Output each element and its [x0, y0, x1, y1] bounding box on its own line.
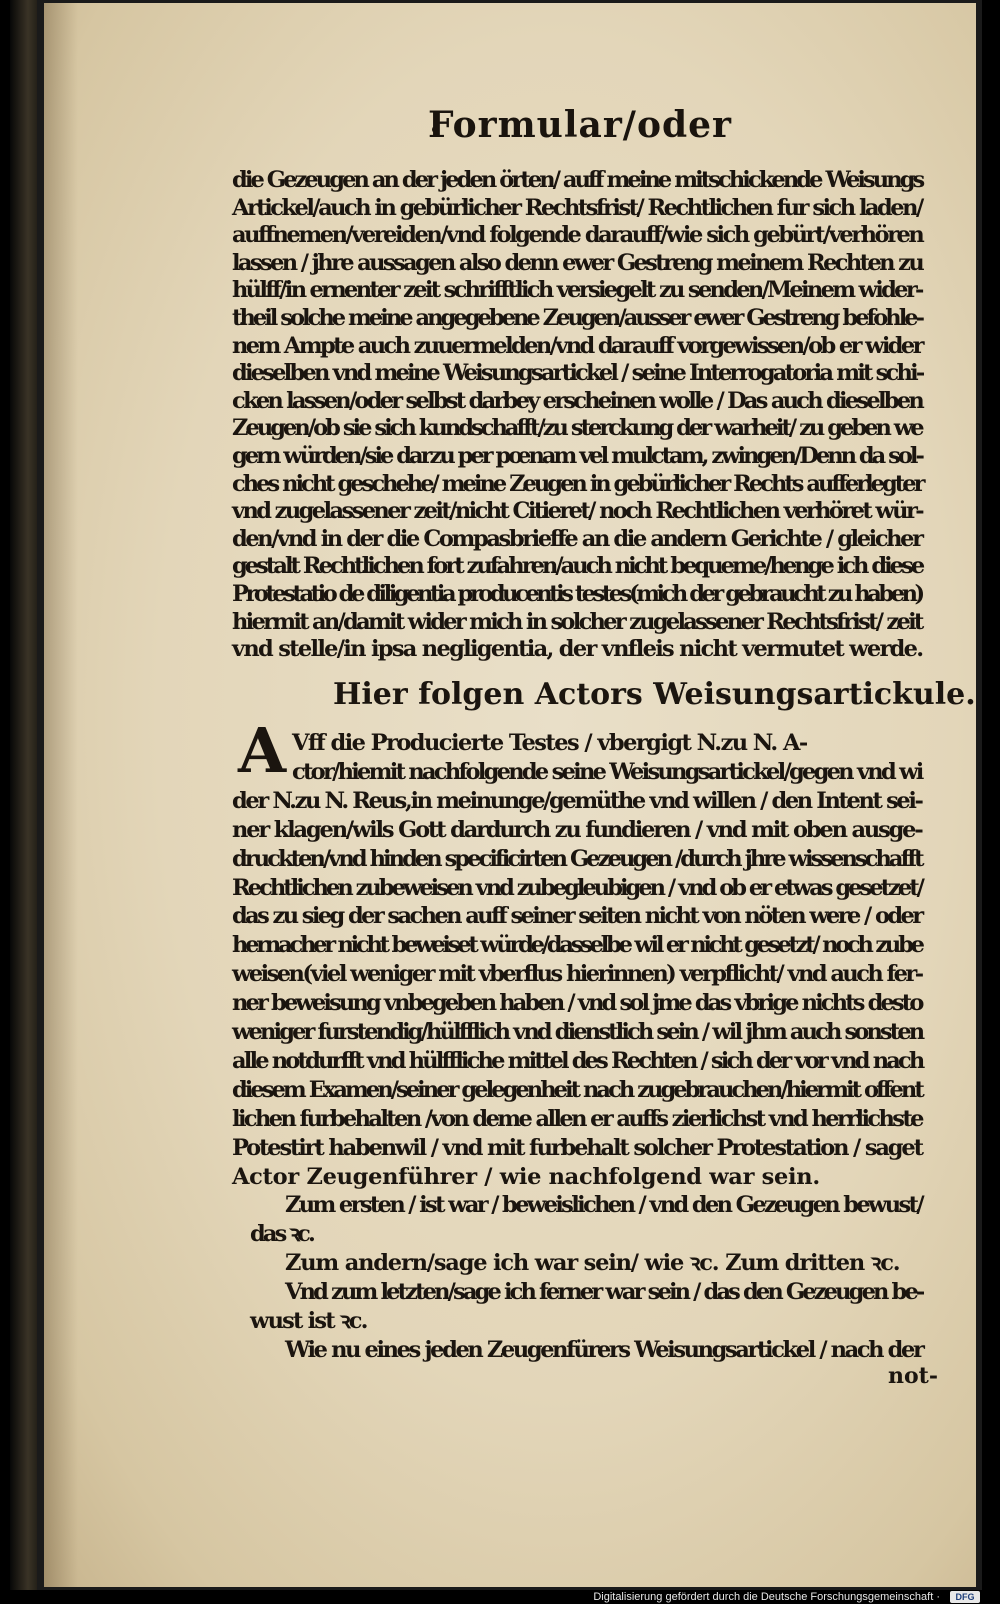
text-line: Vnd zum letzten/sage ich ferner war sein / das den Gezeugen be-: [285, 1279, 923, 1306]
section-subheading: Hier folgen Actors Weisungsartickule.: [333, 677, 976, 712]
text-line: den/vnd in der die Compasbrieffe an die andern Gerichte / gleicher: [232, 525, 922, 552]
text-line: Potestirt habenwil / vnd mit furbehalt solcher Protestation / saget: [232, 1134, 922, 1161]
text-line: ner beweisung vnbegeben haben / vnd sol jme das vbrige nichts desto: [232, 990, 922, 1017]
catchword: not-: [888, 1363, 938, 1389]
text-line: ner klagen/wils Gott dardurch zu fundieren / vnd mit oben ausge-: [232, 816, 922, 843]
text-line: hülff/in ernenter zeit schrifftlich versiegelt zu senden/Meinem wider-: [232, 277, 922, 304]
text-line: auffnemen/vereiden/vnd folgende darauff/wie sich gebürt/verhören: [232, 222, 923, 249]
book-binding-edge: [10, 0, 40, 1590]
text-line: dieselben vnd meine Weisungsartickel / seine Interrogatoria mit schi-: [232, 360, 923, 387]
text-line: Zum ersten / ist war / beweislichen / vnd den Gezeugen bewust/: [285, 1192, 922, 1219]
text-line: vnd zugelassener zeit/nicht Citieret/ noch Rechtlichen verhöret wür-: [232, 498, 922, 525]
text-line: lichen furbehalten /von deme allen er auffs zierlichst vnd herrlichste: [232, 1105, 922, 1132]
text-line: diesem Examen/seiner gelegenheit nach zugebrauchen/hiermit offent: [232, 1076, 922, 1103]
dfg-logo: DFG: [950, 1591, 980, 1603]
text-line: das zu sieg der sachen auff seiner seiten nicht von nöten were / oder: [232, 903, 922, 930]
text-line: der N.zu N. Reus,in meinunge/gemüthe vnd willen / den Intent sei-: [232, 787, 922, 814]
text-line: hernacher nicht beweiset würde/dasselbe wil er nicht gesetzt/ noch zube: [232, 932, 922, 959]
text-line: ctor/hiemit nachfolgende seine Weisungsartickel/gegen vnd wi: [292, 758, 922, 785]
text-line: das ꝛc.: [250, 1221, 313, 1248]
text-line: ches nicht geschehe/ meine Zeugen in gebürlicher Rechts aufferlegter: [232, 470, 923, 497]
text-line: weisen(viel weniger mit vberflus hierinnen) verpflicht/ vnd auch fer-: [232, 961, 922, 988]
text-line: vnd stelle/in ipsa negligentia, der vnfleis nicht vermutet werde.: [232, 636, 923, 663]
text-line: cken lassen/oder selbst darbey erscheinen wolle / Das auch dieselben: [232, 387, 923, 414]
text-line: lassen / jhre aussagen also denn ewer Gestreng meinem Rechten zu: [232, 249, 923, 276]
text-line: Rechtlichen zubeweisen vnd zubegleubigen / vnd ob er etwas gesetzet/: [232, 874, 922, 901]
text-line: Zum andern/sage ich war sein/ wie ꝛc. Zum dritten ꝛc.: [285, 1250, 900, 1277]
text-line: die Gezeugen an der jeden örten/ auff meine mitschickende Weisungs: [232, 167, 923, 193]
footer-credit: Digitalisierung gefördert durch die Deutsche Forschungsgemeinschaft ·: [593, 1591, 940, 1603]
text-line: nem Ampte auch zuuermelden/vnd darauff vorgewissen/ob er wider: [232, 332, 922, 359]
text-line: theil solche meine angegebene Zeugen/ausser ewer Gestreng befohle-: [232, 305, 923, 331]
page-heading: Formular/oder: [428, 104, 733, 146]
text-line: Protestatio de diligentia producentis testes(mich der gebraucht zu haben): [232, 581, 922, 607]
text-line: gern würden/sie darzu per pœnam vel mulctam, zwingen/Denn da sol-: [232, 443, 922, 469]
text-line: Actor Zeugenführer / wie nachfolgend war sein.: [232, 1163, 820, 1190]
text-line: Vff die Producierte Testes / vbergigt N.zu N. A-: [292, 730, 807, 756]
text-line: gestalt Rechtlichen fort zufahren/auch nicht bequeme/henge ich diese: [232, 553, 923, 580]
text-line: Zeugen/ob sie sich kundschafft/zu sterckung der warheit/ zu geben we: [232, 415, 922, 442]
text-line: wust ist ꝛc.: [250, 1308, 367, 1334]
text-line: alle notdurfft vnd hülffliche mittel des Rechten / sich der vor vnd nach: [232, 1047, 923, 1074]
drop-cap-initial: A: [238, 714, 287, 787]
text-line: Wie nu eines jeden Zeugenfürers Weisungsartickel / nach der: [285, 1336, 923, 1363]
text-line: Artickel/auch in gebürlicher Rechtsfrist/ Rechtlichen fur sich laden/: [232, 194, 922, 221]
text-line: weniger furstendig/hülfflich vnd dienstlich sein / wil jhm auch sonsten: [232, 1019, 923, 1045]
text-line: druckten/vnd hinden specificirten Gezeugen /durch jhre wissenschafft: [232, 845, 922, 872]
text-line: hiermit an/damit wider mich in solcher zugelassener Rechtsfrist/ zeit: [232, 608, 922, 635]
